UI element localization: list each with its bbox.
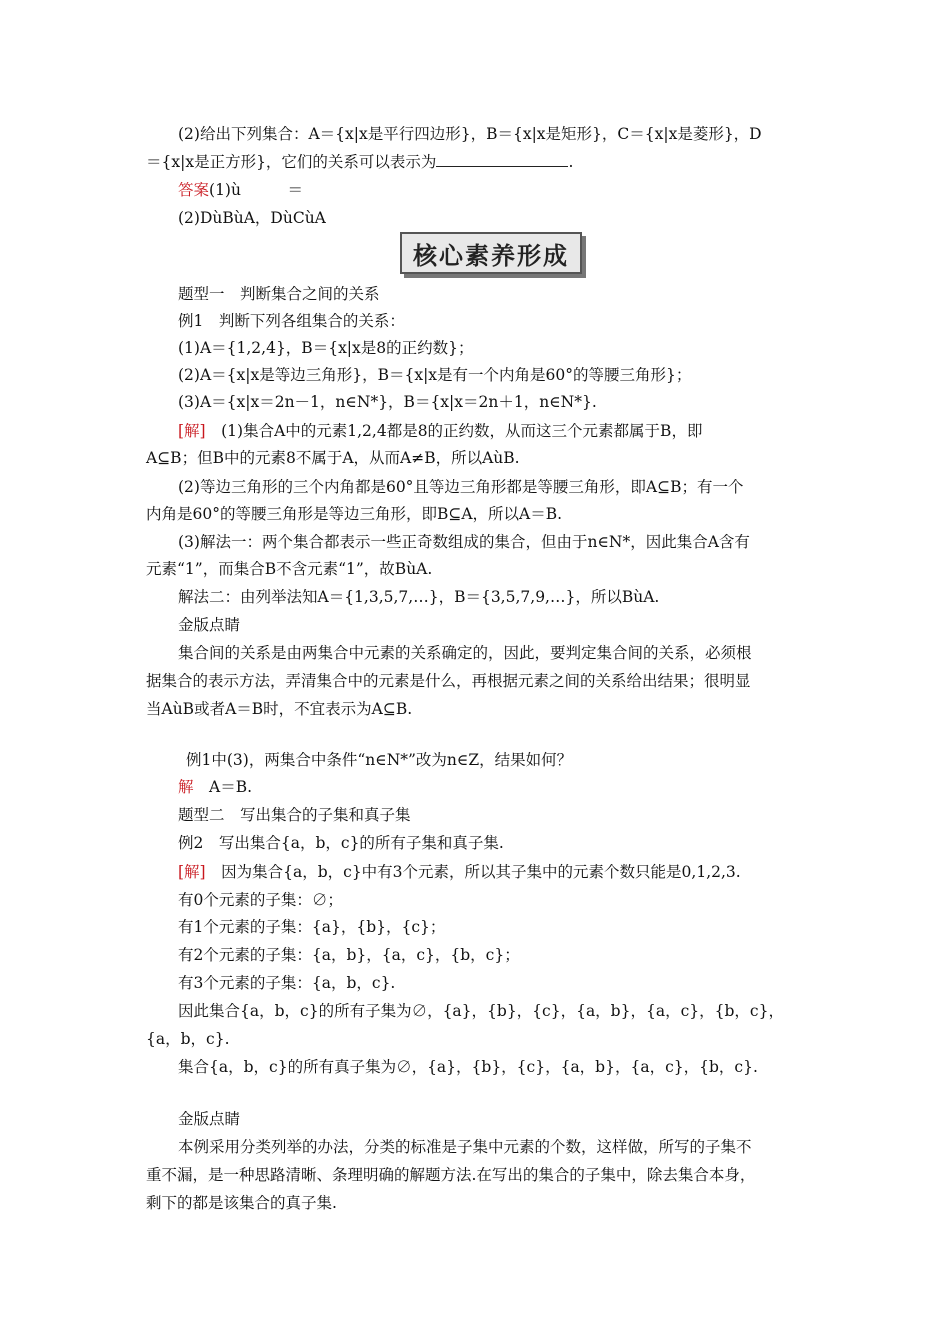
variant-solution	[178, 777, 252, 797]
answer-blank	[436, 152, 568, 167]
tip1-title: 金版点睛	[178, 616, 241, 634]
subset-1: 有1个元素的子集：{a}，{b}，{c}；	[178, 918, 446, 936]
tip1-line-a: 集合间的关系是由两集合中元素的关系确定的，因此，要判定集合间的关系，必须根	[178, 644, 752, 662]
variant-question: 例1中(3)，两集合中条件“n∈N*”改为n∈Z，结果如何？	[186, 751, 573, 769]
tip2-line-c: 剩下的都是该集合的真子集.	[146, 1194, 337, 1212]
example1-title: 例1 判断下列各组集合的关系：	[178, 312, 405, 330]
all-subsets-line-a: 因此集合{a，b，c}的所有子集为∅，{a}，{b}，{c}，{a，b}，{a，c}，{b，c}，	[178, 1002, 784, 1020]
example2-title: 例2 写出集合{a，b，c}的所有子集和真子集.	[178, 834, 504, 852]
solution2-line-b: 内角是60°的等腰三角形是等边三角形，即B⊆A，所以A＝B.	[146, 505, 563, 523]
section2-heading: 题型二 写出集合的子集和真子集	[178, 806, 411, 824]
solution3-line-a: (3)解法一：两个集合都表示一些正奇数组成的集合，但由于n∈N*，因此集合A含有	[178, 533, 750, 551]
subset-2: 有2个元素的子集：{a，b}，{a，c}，{b，c}；	[178, 946, 520, 964]
solution1-line-a	[178, 421, 702, 441]
intro-line-2-end: .	[568, 153, 574, 171]
subset-0: 有0个元素的子集：∅；	[178, 891, 343, 909]
section-banner	[400, 232, 582, 274]
subset-3: 有3个元素的子集：{a，b，c}.	[178, 974, 396, 992]
proper-subsets: 集合{a，b，c}的所有真子集为∅，{a}，{b}，{c}，{a，b}，{a，c}，{b，c}.	[178, 1058, 758, 1076]
solution1-line-b: A⊆B；但B中的元素8不属于A，从而A≠B，所以AùB.	[146, 449, 520, 467]
solution3-line-c: 解法二：由列举法知A＝{1,3,5,7,…}，B＝{3,5,7,9,…}，所以BùA.	[178, 588, 660, 606]
solution4-line-a	[178, 862, 741, 882]
banner-text: 核心素养形成	[413, 241, 569, 270]
section1-heading: 题型一 判断集合之间的关系	[178, 285, 380, 303]
solution2-line-a: (2)等边三角形的三个内角都是60°且等边三角形都是等腰三角形，即A⊆B；有一个	[178, 478, 744, 496]
variant-solution-text: A＝B.	[193, 778, 253, 796]
solution2-label: [解]	[178, 863, 206, 881]
example1-q3: (3)A＝{x|x＝2n－1，n∈N*}，B＝{x|x＝2n＋1，n∈N*}.	[178, 393, 597, 411]
intro-line-1: (2)给出下列集合：A＝{x|x是平行四边形}，B＝{x|x是矩形}，C＝{x|x是菱形}，D	[178, 125, 762, 143]
example1-q1: (1)A＝{1,2,4}，B＝{x|x是8的正约数}；	[178, 339, 474, 357]
intro-line-2-text: ＝{x|x是正方形}，它们的关系可以表示为	[146, 153, 437, 171]
tip1-line-b: 据集合的表示方法，弄清集合中的元素是什么，再根据元素之间的关系给出结果；很明显	[146, 672, 751, 690]
solution1-text-a: (1)集合A中的元素1,2,4都是8的正约数，从而这三个元素都属于B，即	[205, 422, 703, 440]
answer-line-2: (2)DùBùA，DùCùA	[178, 209, 326, 227]
variant-solution-label: 解	[178, 778, 194, 796]
answer-line-1	[178, 180, 303, 200]
answer-label: 答案	[178, 181, 210, 199]
tip2-line-b: 重不漏，是一种思路清晰、条理明确的解题方法.在写出的集合的子集中，除去集合本身，	[146, 1166, 756, 1184]
answer-1: (1)ù ＝	[209, 181, 303, 199]
tip2-line-a: 本例采用分类列举的办法，分类的标准是子集中元素的个数，这样做，所写的子集不	[178, 1138, 752, 1156]
example1-q2: (2)A＝{x|x是等边三角形}，B＝{x|x是有一个内角是60°的等腰三角形}；	[178, 366, 692, 384]
solution-label: [解]	[178, 422, 206, 440]
all-subsets-line-b: {a，b，c}.	[146, 1030, 230, 1048]
tip2-title: 金版点睛	[178, 1110, 241, 1128]
solution4-text-a: 因为集合{a，b，c}中有3个元素，所以其子集中的元素个数只能是0,1,2,3.	[205, 863, 741, 881]
solution3-line-b: 元素“1”，而集合B不含元素“1”，故BùA.	[146, 560, 433, 578]
intro-line-2	[146, 152, 573, 172]
tip1-line-c: 当AùB或者A＝B时，不宜表示为A⊆B.	[146, 700, 413, 718]
